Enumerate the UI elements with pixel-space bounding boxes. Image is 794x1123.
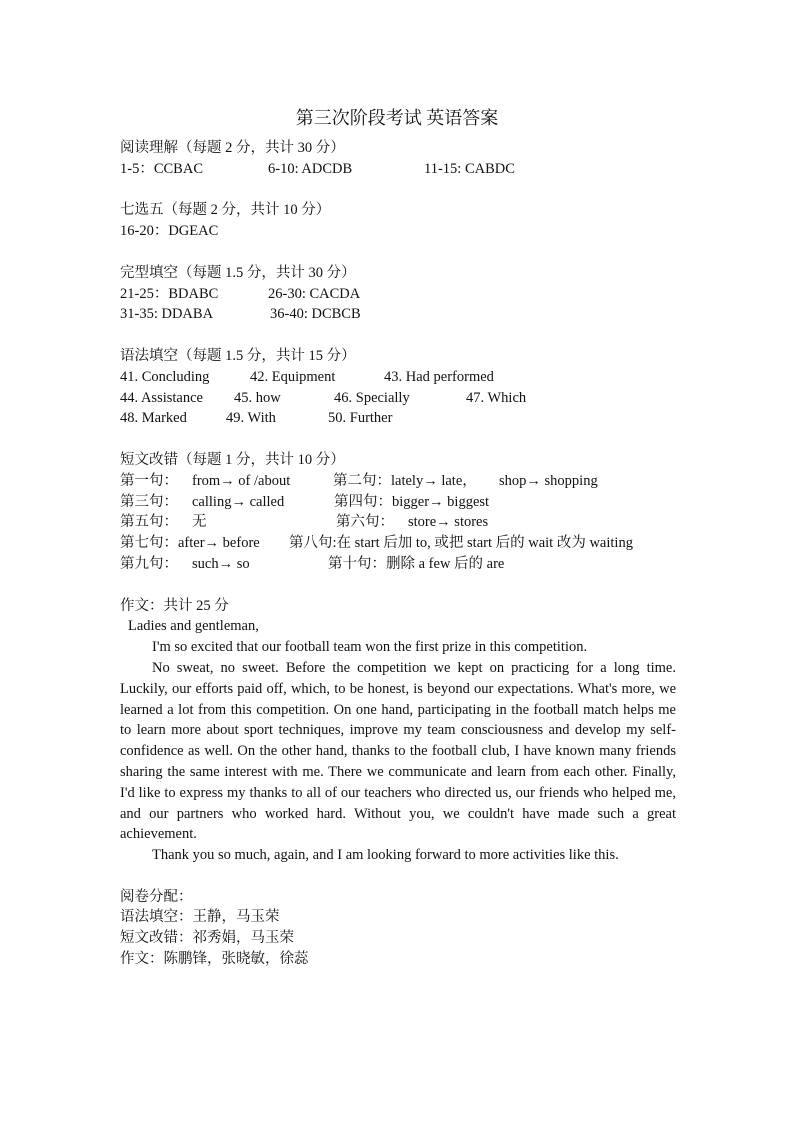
grammar-heading: 语法填空（每题 1.5 分，共计 15 分） [120,347,356,364]
correction-row [120,533,676,554]
grading-line: 作文：陈鹏锋，张晓敏，徐蕊 [120,951,309,968]
reading-answers [120,159,676,180]
correction-item: 无 [192,514,207,531]
correction-item: 第四句：bigger→ biggest [334,493,490,510]
grammar-answer: 43. Had performed [384,368,494,385]
reading-answer-1: 1-5：CCBAC [120,160,203,177]
correction-item: shop→ shopping [499,472,598,489]
correction-item: 第八句:在 start 后加 to, 或把 start 后的 wait 改为 waiting [289,535,633,552]
correction-item: store→ stores [408,514,489,531]
correction-item: 第三句： [120,493,178,510]
grading-heading: 阅卷分配： [120,888,193,905]
grading-line: 语法填空：王静，马玉荣 [120,909,280,926]
grammar-answer: 45. how [234,389,281,406]
correction-row [120,471,676,492]
cloze-row [120,304,676,325]
correction-item: 第五句： [120,514,178,531]
seven-choose-five-answers: 16-20：DGEAC [120,223,219,240]
reading-answer-3: 11-15: CABDC [424,160,515,177]
grammar-answer: 46. Specially [334,389,410,406]
grammar-answer: 44. Assistance [120,389,203,406]
correction-heading: 短文改错（每题 1 分，共计 10 分） [120,451,345,468]
correction-item: calling→ called [192,493,285,510]
grading-line: 短文改错：祁秀娟，马玉荣 [120,930,294,947]
reading-answer-2: 6-10: ADCDB [268,160,353,177]
grammar-row [120,408,676,429]
cloze-heading: 完型填空（每题 1.5 分，共计 30 分） [120,264,356,281]
grammar-answer: 48. Marked [120,410,187,427]
correction-item: from→ of /about [192,472,291,489]
correction-row [120,554,676,575]
correction-row [120,512,676,533]
cloze-answer: 31-35: DDABA [120,306,214,323]
grammar-answer: 47. Which [466,389,527,406]
correction-row [120,492,676,513]
correction-item: 第一句： [120,472,178,489]
grammar-answer: 49. With [226,410,276,427]
page-title: 第三次阶段考试 英语答案 [295,108,499,128]
cloze-answer: 21-25：BDABC [120,285,219,302]
essay-salutation: Ladies and gentleman, [128,618,259,635]
correction-item: such→ so [192,555,250,572]
cloze-answer: 36-40: DCBCB [270,306,361,323]
grammar-row [120,388,676,409]
correction-item: 第十句：删除 a few 后的 are [328,555,505,572]
grammar-answer: 50. Further [328,410,393,427]
cloze-answer: 26-30: CACDA [268,285,361,302]
essay-heading: 作文：共计 25 分 [120,597,229,614]
essay-paragraph: No sweat, no sweet. Before the competition we kept on practicing for a long time. Luckily, our efforts paid off, which, to be honest, is beyond our expectations. What's more, we learned a lot from this competition. On one hand, participating in the football match helps me to learn more about sport techniques, improve my team consciousness and develop my self-confidence as well. On the other hand, thanks to the football club, I have known many friends sharing the same interest with me. There we communicate and learn from each other. Finally, I'd like to express my thanks to all of our teachers who directed us, our friends who helped me, and our partners who worked hard. Without you, we couldn't have made such a great achievement. [120,659,676,843]
reading-heading: 阅读理解（每题 2 分，共计 30 分） [120,140,345,156]
correction-item: 第九句： [120,555,178,572]
essay-paragraph: Thank you so much, again, and I am looking forward to more activities like this. [152,847,619,864]
answer-content [120,138,676,970]
grammar-answer: 41. Concluding [120,368,210,385]
essay-paragraph: I'm so excited that our football team won the first prize in this competition. [152,639,588,656]
seven-choose-five-heading: 七选五（每题 2 分，共计 10 分） [120,202,331,219]
correction-item: 第七句：after→ before [120,535,260,552]
correction-item: 第六句： [336,514,394,531]
cloze-row [120,284,676,305]
grammar-row [120,367,676,388]
correction-item: 第二句：lately→ late， [333,472,477,489]
grammar-answer: 42. Equipment [250,368,336,385]
